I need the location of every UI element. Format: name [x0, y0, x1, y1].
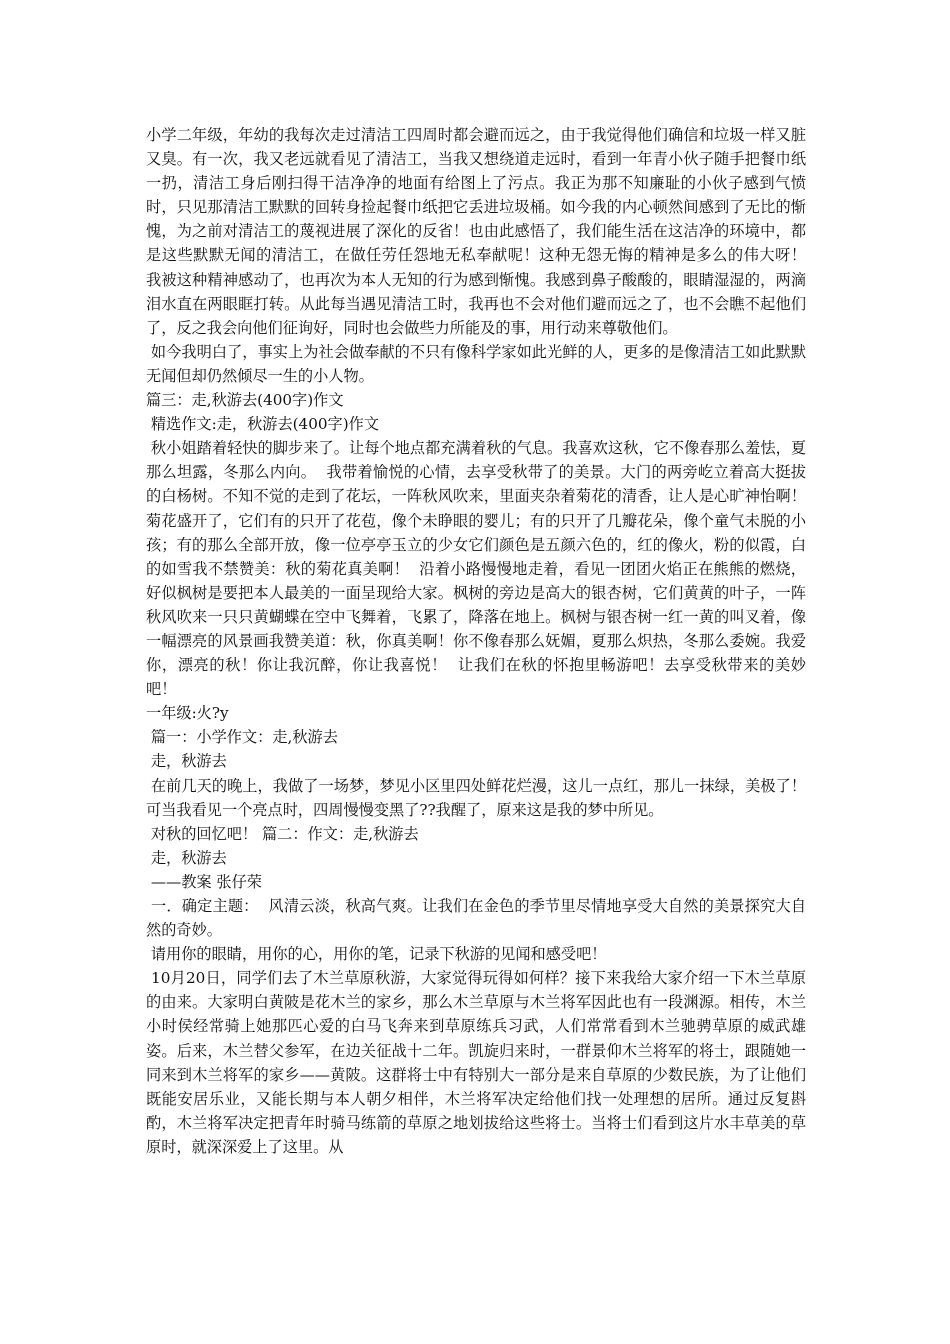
- paragraph-cleaner-conclusion: 如今我明白了，事实上为社会做奉献的不只有像科学家如此光鲜的人，更多的是像清洁工如此默默无闻但却仍然倾尽一生的小人物。: [146, 342, 807, 385]
- paragraph-theme: 一．确定主题： 风清云淡，秋高气爽。让我们在金色的季节里尽情地享受大自然的美景探究大自然的奇妙。: [146, 897, 807, 940]
- section-heading-part-one: 篇一：小学作文：走,秋游去: [146, 728, 338, 747]
- section-subheading-selected-essay: 精选作文:走，秋游去(400字)作文: [146, 415, 380, 434]
- paragraph-mulan-grassland: 10月20日，同学们去了木兰草原秋游，大家觉得玩得如何样？接下来我给大家介绍一下木兰草原的由来。大家明白黄陂是花木兰的家乡，那么木兰草原与木兰将军因此也有一段渊源。相传，木兰小时侯经常骑上她那匹心爱的白马飞奔来到草原练兵习武，人们常常看到木兰驰骋草原的威武雄姿。后来，木兰替父参军，在边关征战十二年。凯旋归来时，一群景仰木兰将军的将士，跟随她一同来到木兰将军的家乡——黄陂。这群将士中有特别大一部分是来自草原的少数民族，为了让他们既能安居乐业，又能长期与本人朝夕相伴，木兰将军决定给他们找一处理想的居所。通过反复斟酌，木兰将军决定把青年时骑马练箭的草原之地划拔给这些将士。当将士们看到这片水丰草美的草原时，就深深爱上了这里。从: [146, 969, 806, 1156]
- paragraph-instruction: 请用你的眼睛，用你的心，用你的笔，记录下秋游的见闻和感受吧！: [146, 945, 607, 964]
- section-heading-part-three: 篇三：走,秋游去(400字)作文: [146, 391, 344, 410]
- section-heading-part-two: 对秋的回忆吧！ 篇二：作文：走,秋游去: [146, 824, 419, 843]
- paragraph-autumn-scenery: 秋小姐踏着轻快的脚步来了。让每个地点都充满着秋的气息。我喜欢这秋，它不像春那么羞怯，夏那么坦露，冬那么内向。 我带着愉悦的心情，去享受秋带了的美景。大门的两旁屹立着高大挺拔的白杨树。不知不觉的走到了花坛，一阵秋风吹来，里面夹杂着菊花的清香，让人是心旷神怡啊！菊花盛开了，它们有的只开了花苞，像个未睁眼的婴儿；有的只开了几瓣花朵，像个童气未脱的小孩；有的那么全部开放，像一位亭亭玉立的少女它们颜色是五颜六色的，红的像火，粉的似霞，白的如雪我不禁赞美：秋的菊花真美啊！ 沿着小路慢慢地走着，看见一团团火焰正在熊熊的燃烧，好似枫树是要把本人最美的一面呈现给大家。枫树的旁边是高大的银杏树，它们黄黄的叶子，一阵秋风吹来一只只黄蝴蝶在空中飞舞着，飞累了，降落在地上。枫树与银杏树一红一黄的叫叉着，像一幅漂亮的风景画我赞美道：秋，你真美啊！你不像春那么妩媚，夏那么炽热，冬那么委婉。我爱你，漂亮的秋！你让我沉醉，你让我喜悦！ 让我们在秋的怀抱里畅游吧！去享受秋带来的美妙吧！: [146, 439, 807, 699]
- essay-title-second: 走，秋游去: [146, 848, 227, 867]
- document-body: [146, 123, 816, 1159]
- author-line: ——教案 张仔荣: [146, 872, 262, 891]
- grade-label: 一年级:火?y: [146, 704, 229, 723]
- paragraph-dream: 在前几天的晚上，我做了一场梦，梦见小区里四处鲜花烂漫，这儿一点红，那儿一抹绿，美极了！可当我看见一个亮点时，四周慢慢变黑了??我醒了，原来这是我的梦中所见。: [146, 776, 807, 819]
- essay-title: 走，秋游去: [146, 752, 227, 771]
- paragraph-cleaner-story: 小学二年级，年幼的我每次走过清洁工四周时都会避而远之，由于我觉得他们确信和垃圾一样又脏又臭。有一次，我又老远就看见了清洁工，当我又想绕道走远时，看到一年青小伙子随手把餐巾纸一扔，清洁工身后刚扫得干洁净净的地面有给图上了污点。我正为那不知廉耻的小伙子感到气愤时，只见那清洁工默默的回转身捡起餐巾纸把它丢进垃圾桶。如今我的内心顿然间感到了无比的惭愧，为之前对清洁工的蔑视进展了深化的反省！也由此感悟了，我们能生活在这洁净的环境中，都是这些默默无闻的清洁工，在做任劳任怨地无私奉献呢！这种无怨无悔的精神是多么的伟大呀！ 我被这种精神感动了，也再次为本人无知的行为感到惭愧。我感到鼻子酸酸的，眼睛湿湿的，两滴泪水直在两眼眶打转。从此每当遇见清洁工时，我再也不会对他们避而远之了，也不会瞧不起他们了，反之我会向他们征询好，同时也会做些力所能及的事，用行动来尊敬他们。: [146, 126, 816, 337]
